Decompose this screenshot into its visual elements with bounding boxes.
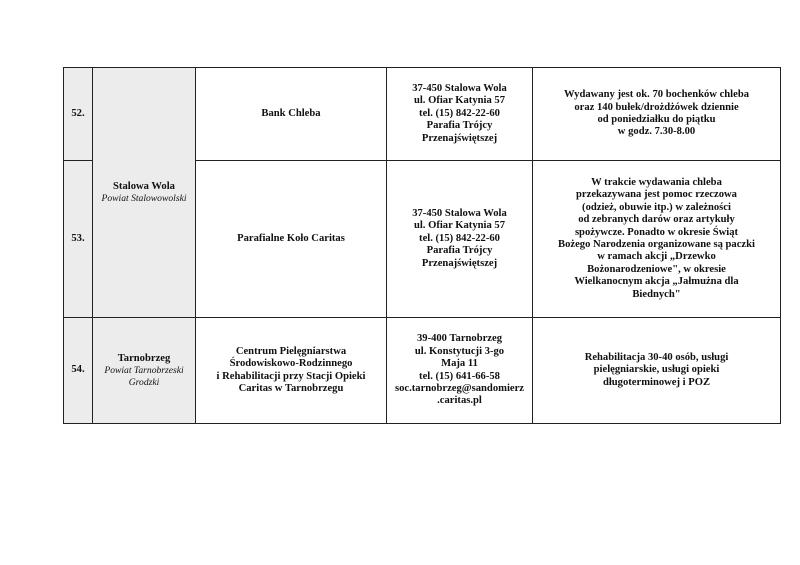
institution-name: Bank Chleba — [196, 68, 387, 161]
city-powiat: Powiat Tarnobrzeski — [104, 365, 184, 377]
city-cell-tarnobrzeg — [93, 318, 196, 424]
institution-address: 39-400 Tarnobrzeg ul. Konstytucji 3-go Maja 11 tel. (15) 641-66-58 soc.tarnobrzeg@sandomierz .caritas.pl — [387, 318, 533, 424]
city-name: Tarnobrzeg — [117, 352, 171, 364]
institution-description: W trakcie wydawania chleba przekazywana jest pomoc rzeczowa (odzież, obuwie itp.) w zależności od zebranych darów oraz artykuły spożywcze. Ponadto w okresie Świąt Bożego Narodzenia organizowane są paczki w ramach akcji „Drzewko Bożonarodzeniowe", w okresie Wielkanocnym akcja „Jałmużna dla Biednych" — [533, 161, 781, 318]
row-number: 52. — [64, 68, 93, 161]
table-row-54 — [64, 318, 781, 424]
city-name: Stalowa Wola — [113, 180, 175, 192]
institution-address: 37-450 Stalowa Wola ul. Ofiar Katynia 57 tel. (15) 842-22-60 Parafia Trójcy Przenajświętszej — [387, 68, 533, 161]
institution-address: 37-450 Stalowa Wola ul. Ofiar Katynia 57 tel. (15) 842-22-60 Parafia Trójcy Przenajświętszej — [387, 161, 533, 318]
table-row-52 — [64, 68, 781, 161]
city-powiat-cont: Grodzki — [128, 376, 160, 388]
institution-description: Wydawany jest ok. 70 bochenków chleba oraz 140 bułek/drożdżówek dziennie od poniedziałku do piątku w godz. 7.30-8.00 — [533, 68, 781, 161]
institution-name: Parafialne Koło Caritas — [196, 161, 387, 318]
institution-description: Rehabilitacja 30-40 osób, usługi pielęgniarskie, usługi opieki długoterminowej i POZ — [533, 318, 781, 424]
city-powiat: Powiat Stalowowolski — [101, 192, 187, 204]
institutions-table — [63, 67, 781, 424]
city-cell-stalowa-wola — [93, 68, 196, 318]
row-number: 53. — [64, 161, 93, 318]
row-number: 54. — [64, 318, 93, 424]
institution-name: Centrum Pielęgniarstwa Środowiskowo-Rodzinnego i Rehabilitacji przy Stacji Opieki Caritas w Tarnobrzegu — [196, 318, 387, 424]
